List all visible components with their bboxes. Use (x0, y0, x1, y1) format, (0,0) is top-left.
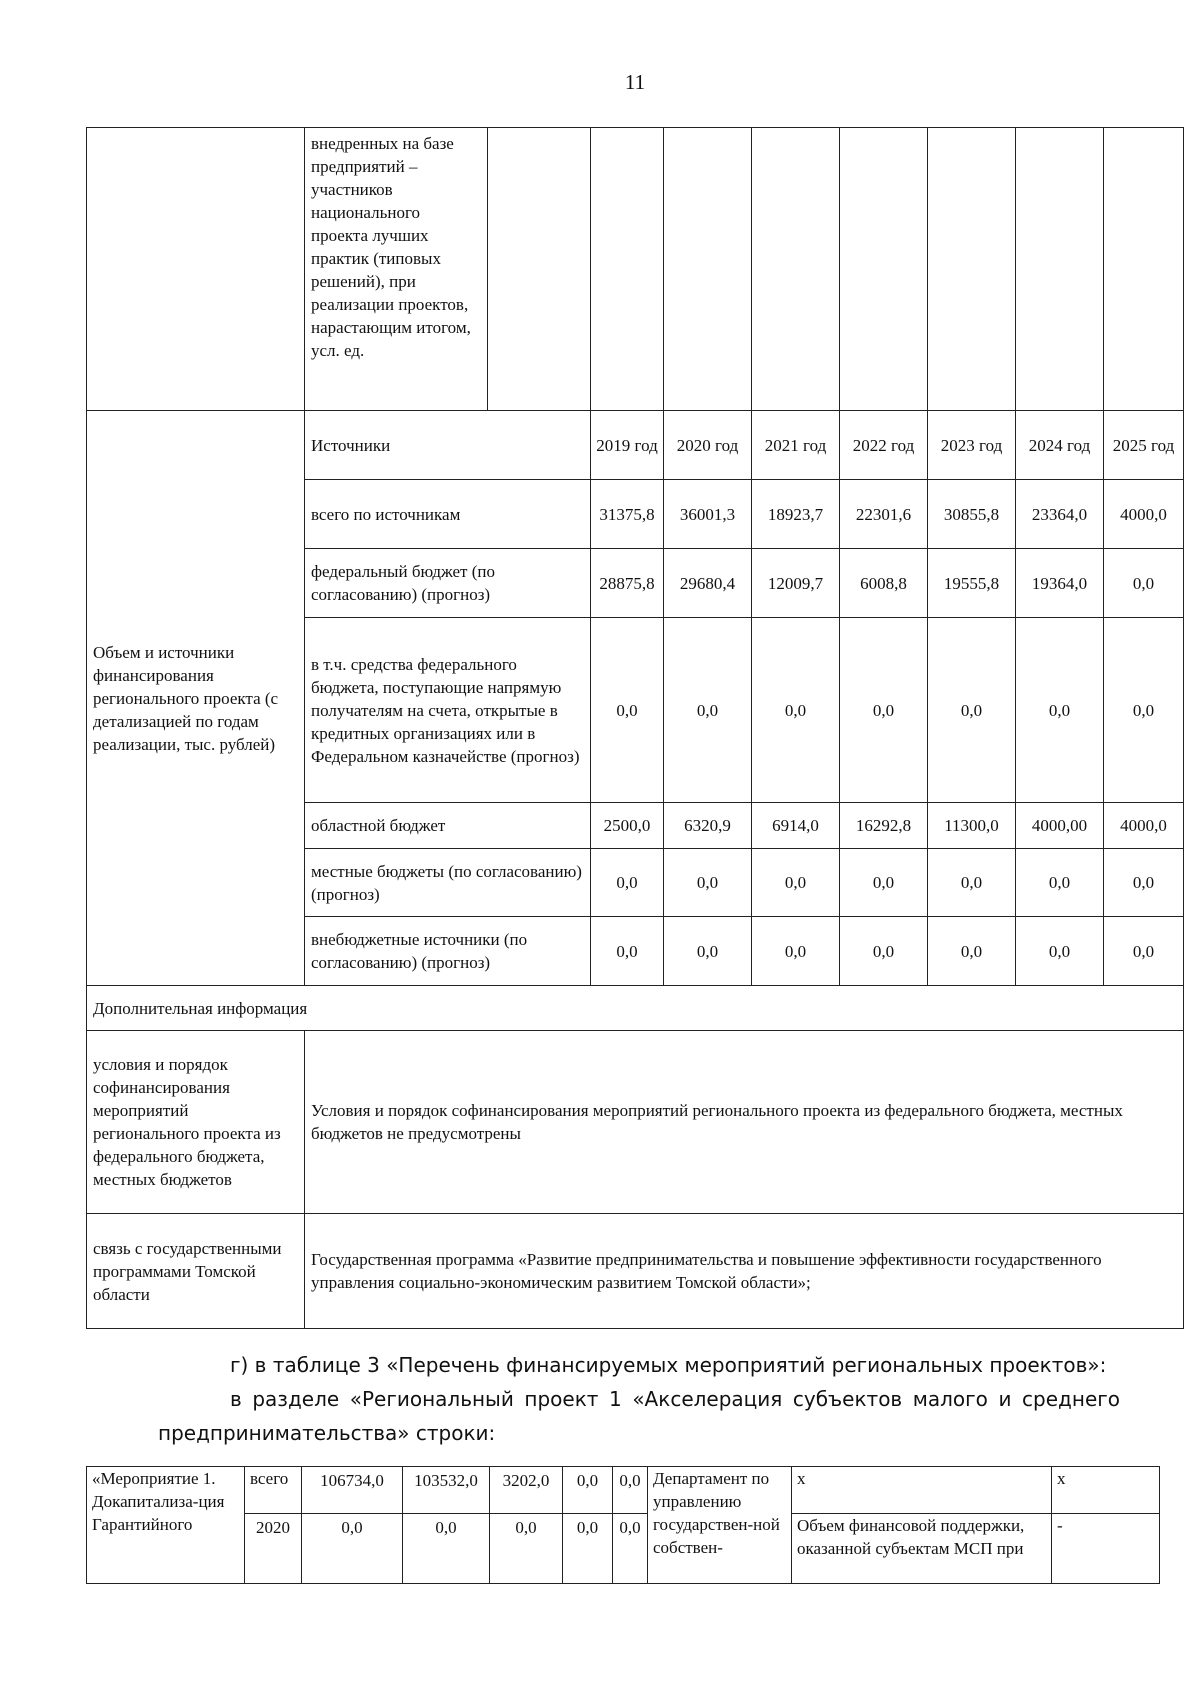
amendment-paragraph: предпринимательства» строки: (158, 1421, 496, 1445)
amount-cell: 31375,8 (591, 480, 664, 549)
additional-label: связь с государственными программами Томской области (87, 1214, 305, 1329)
indicator-value: х (1052, 1467, 1160, 1514)
amount-cell: 11300,0 (928, 803, 1016, 849)
page-number: 11 (624, 70, 646, 94)
table3-row (87, 1467, 1160, 1514)
amount-cell: 0,0 (1016, 917, 1104, 986)
amount-cell: 6914,0 (752, 803, 840, 849)
year-header: 2023 год (928, 411, 1016, 480)
amount-cell: 6320,9 (664, 803, 752, 849)
amount-cell: 0,0 (1104, 849, 1184, 917)
indicator-cell: Объем финансовой поддержки, оказанной субъектам МСП при (792, 1514, 1052, 1584)
amount-cell: 12009,7 (752, 549, 840, 618)
amount-cell: 19364,0 (1016, 549, 1104, 618)
amount-cell: 23364,0 (1016, 480, 1104, 549)
amount-cell: 0,0 (302, 1514, 403, 1584)
amount-cell: 0,0 (928, 849, 1016, 917)
responsible-executor: Департамент по управлению государствен-ной собствен- (648, 1467, 792, 1584)
amendment-paragraph: в разделе «Региональный проект 1 «Акселерация субъектов малого и среднего (230, 1387, 1120, 1411)
source-label: местные бюджеты (по согласованию) (прогноз) (305, 849, 591, 917)
amendment-paragraph: г) в таблице 3 «Перечень финансируемых мероприятий региональных проектов»: (230, 1353, 1107, 1377)
period-cell: всего (245, 1467, 302, 1514)
indicator-cell: х (792, 1467, 1052, 1514)
period-cell: 2020 (245, 1514, 302, 1584)
amount-cell: 4000,00 (1016, 803, 1104, 849)
amount-cell: 0,0 (1104, 618, 1184, 803)
additional-info-row (87, 986, 1184, 1031)
table3-fragment (86, 1466, 1160, 1584)
amount-cell: 0,0 (490, 1514, 563, 1584)
additional-text: Государственная программа «Развитие предпринимательства и повышение эффективности государственного управления социально-экономическим развитием Томской области»; (305, 1214, 1184, 1329)
amount-cell: 16292,8 (840, 803, 928, 849)
source-label: всего по источникам (305, 480, 591, 549)
year-header: 2021 год (752, 411, 840, 480)
amount-cell: 18923,7 (752, 480, 840, 549)
amount-cell: 0,0 (563, 1467, 613, 1514)
amount-cell: 4000,0 (1104, 803, 1184, 849)
amount-cell: 0,0 (1016, 849, 1104, 917)
sources-header-row (87, 411, 1184, 480)
indicator-value: - (1052, 1514, 1160, 1584)
year-header: 2020 год (664, 411, 752, 480)
amount-cell: 19555,8 (928, 549, 1016, 618)
amount-cell: 0,0 (664, 849, 752, 917)
additional-text: Условия и порядок софинансирования мероприятий регионального проекта из федерального бюджета, местных бюджетов не предусмотрены (305, 1031, 1184, 1214)
amount-cell: 0,0 (840, 849, 928, 917)
amount-cell: 36001,3 (664, 480, 752, 549)
amount-cell: 28875,8 (591, 549, 664, 618)
amount-cell: 30855,8 (928, 480, 1016, 549)
additional-row (87, 1214, 1184, 1329)
source-label: в т.ч. средства федерального бюджета, поступающие напрямую получателям на счета, открытые в кредитных организациях или в Федеральном казначействе (прогноз) (305, 618, 591, 803)
amount-cell: 0,0 (1104, 917, 1184, 986)
source-label: внебюджетные источники (по согласованию) (прогноз) (305, 917, 591, 986)
amount-cell: 0,0 (563, 1514, 613, 1584)
amount-cell: 0,0 (591, 917, 664, 986)
sources-header: Источники (305, 411, 591, 480)
amount-cell: 4000,0 (1104, 480, 1184, 549)
amount-cell: 0,0 (613, 1467, 648, 1514)
continuation-row (87, 128, 1184, 411)
amount-cell: 0,0 (591, 618, 664, 803)
indicator-text: внедренных на базе предприятий – участников национального проекта лучших практик (типовых решений), при реализации проектов, нарастающим итогом, усл. ед. (305, 128, 488, 411)
amount-cell: 22301,6 (840, 480, 928, 549)
amount-cell: 106734,0 (302, 1467, 403, 1514)
financing-section-label: Объем и источники финансирования регионального проекта (с детализацией по годам реализации, тыс. рублей) (87, 411, 305, 986)
amount-cell: 0,0 (928, 618, 1016, 803)
amount-cell: 0,0 (591, 849, 664, 917)
year-header: 2019 год (591, 411, 664, 480)
amount-cell: 0,0 (928, 917, 1016, 986)
amount-cell: 0,0 (1104, 549, 1184, 618)
amount-cell: 0,0 (840, 618, 928, 803)
year-header: 2024 год (1016, 411, 1104, 480)
amount-cell: 3202,0 (490, 1467, 563, 1514)
amount-cell: 0,0 (752, 849, 840, 917)
amount-cell: 0,0 (403, 1514, 490, 1584)
passport-table (86, 127, 1184, 1329)
amount-cell: 2500,0 (591, 803, 664, 849)
year-header: 2022 год (840, 411, 928, 480)
amount-cell: 0,0 (664, 618, 752, 803)
amount-cell: 6008,8 (840, 549, 928, 618)
amount-cell: 0,0 (613, 1514, 648, 1584)
additional-label: условия и порядок софинансирования мероприятий регионального проекта из федерального бюджета, местных бюджетов (87, 1031, 305, 1214)
table3-row (87, 1514, 1160, 1584)
amount-cell: 0,0 (752, 618, 840, 803)
amount-cell: 29680,4 (664, 549, 752, 618)
source-label: областной бюджет (305, 803, 591, 849)
amount-cell: 0,0 (752, 917, 840, 986)
event-name: «Мероприятие 1. Докапитализа-ция Гарантийного (87, 1467, 245, 1584)
source-label: федеральный бюджет (по согласованию) (прогноз) (305, 549, 591, 618)
amount-cell: 0,0 (664, 917, 752, 986)
amount-cell: 103532,0 (403, 1467, 490, 1514)
additional-row (87, 1031, 1184, 1214)
amount-cell: 0,0 (840, 917, 928, 986)
year-header: 2025 год (1104, 411, 1184, 480)
additional-info-title: Дополнительная информация (87, 986, 1184, 1031)
amount-cell: 0,0 (1016, 618, 1104, 803)
